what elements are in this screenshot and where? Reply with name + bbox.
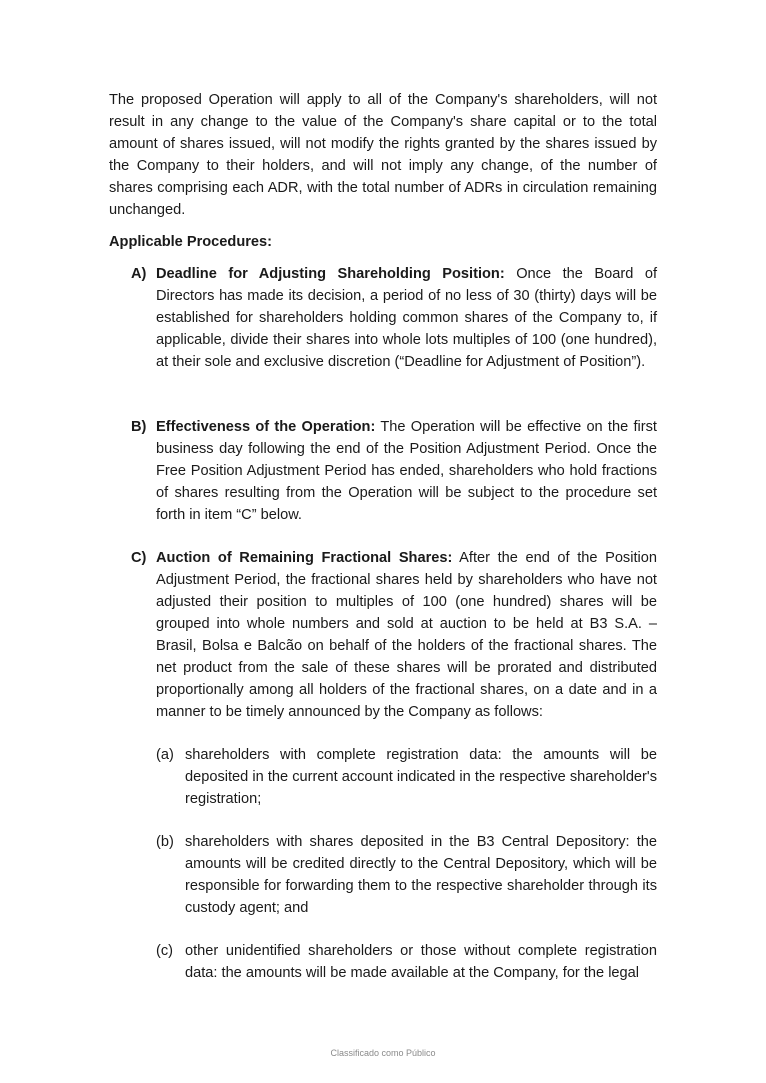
- subitem-c-marker: (c): [156, 943, 174, 959]
- item-a-body: [156, 263, 657, 373]
- item-a-text: Once the Board of Directors has made its decision, a period of no less of 30 (thirty) days will be established for shareholders holding common shares of the Company to, if applicable, divide their shares into whole lots multiples of 100 (one hundred), at their sole and exclusive discretion (“Deadline for Adjustment of Position”).: [156, 266, 657, 370]
- subitem-c-text: other unidentified shareholders or those without complete registration data: the amounts will be made available at the Company, for the legal: [185, 943, 657, 981]
- item-b-title: Effectiveness of the Operation:: [156, 419, 376, 435]
- subitem-a-text: shareholders with complete registration data: the amounts will be deposited in the current account indicated in the respective shareholder's registration;: [185, 747, 657, 807]
- subitem-a: [156, 744, 657, 810]
- item-b: [131, 416, 657, 526]
- subitem-b: [156, 831, 657, 919]
- procedures-heading: Applicable Procedures:: [109, 234, 273, 250]
- item-c-letter: C): [131, 550, 147, 566]
- item-c-body: [156, 547, 657, 723]
- item-c: [131, 547, 657, 723]
- item-b-body: [156, 416, 657, 526]
- subitem-b-marker: (b): [156, 834, 174, 850]
- item-c-text: After the end of the Position Adjustment Period, the fractional shares held by shareholders who have not adjusted their position to multiples of 100 (one hundred) shares will be grouped into whole numbers and sold at auction to be held at B3 S.A. – Brasil, Bolsa e Balcão on behalf of the holders of the fractional shares. The net product from the sale of these shares will be prorated and distributed proportionally among all holders of the fractional shares, on a date and in a manner to be timely announced by the Company as follows:: [156, 550, 658, 720]
- item-b-letter: B): [131, 419, 147, 435]
- item-a-title: Deadline for Adjusting Shareholding Position:: [156, 266, 505, 282]
- item-a-letter: A): [131, 266, 147, 282]
- classification-footer: Classificado como Público: [330, 1048, 436, 1058]
- subitem-c: [156, 940, 657, 984]
- subitem-b-text: shareholders with shares deposited in the B3 Central Depository: the amounts will be credited directly to the Central Depository, which will be responsible for forwarding them to the respective shareholder through its custody agent; and: [185, 834, 657, 916]
- item-c-title: Auction of Remaining Fractional Shares:: [156, 550, 453, 566]
- item-b-text: The Operation will be effective on the first business day following the end of the Position Adjustment Period. Once the Free Position Adjustment Period has ended, shareholders who hold fractions of shares resulting from the Operation will be subject to the procedure set forth in item “C” below.: [156, 419, 657, 523]
- intro-paragraph: The proposed Operation will apply to all of the Company's shareholders, will not result in any change to the value of the Company's share capital or to the total amount of shares issued, will not modify the rights granted by the shares issued by the Company to their holders, and will not imply any change, of the number of shares comprising each ADR, with the total number of ADRs in circulation remaining unchanged.: [109, 92, 657, 218]
- item-a: [131, 263, 657, 373]
- subitem-a-marker: (a): [156, 747, 174, 763]
